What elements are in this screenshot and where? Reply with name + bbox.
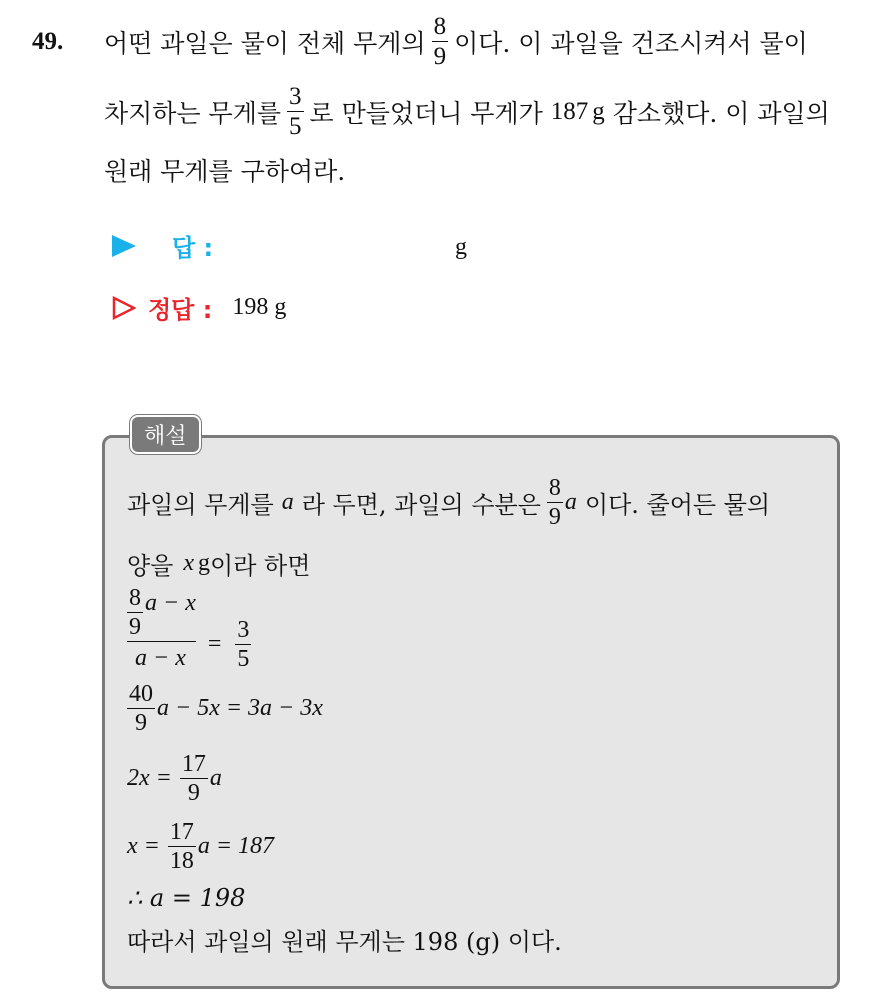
equation-expression: a = 187 xyxy=(197,833,275,859)
fraction-denominator: 9 xyxy=(135,710,147,736)
fraction-numerator: 40 xyxy=(129,681,153,707)
solution-text: 라 두면, 과일의 수분은 xyxy=(301,491,541,519)
variable-a: a xyxy=(209,765,222,791)
solution-line-2 xyxy=(127,546,310,581)
fraction-denominator: 18 xyxy=(169,848,194,874)
equation-4 xyxy=(127,820,274,873)
numerator-expression: a − x xyxy=(145,590,196,616)
weight-value: 187 xyxy=(550,97,589,125)
fraction-denominator: 9 xyxy=(548,504,561,530)
variable-a: a xyxy=(281,489,294,515)
equation-2 xyxy=(127,682,323,735)
fraction-numerator: 3 xyxy=(237,617,250,643)
fraction xyxy=(547,476,563,529)
equation-5: ∴ a = 198 xyxy=(127,884,246,912)
fraction-numerator: 17 xyxy=(169,819,194,845)
complex-fraction-numerator xyxy=(127,586,196,642)
question-text: 어떤 과일은 물이 전체 무게의 xyxy=(104,28,426,58)
fraction-numerator: 8 xyxy=(548,475,561,501)
variable-a: a xyxy=(564,489,577,515)
fraction-denominator: 9 xyxy=(129,613,141,640)
answer-unit[interactable]: g xyxy=(455,234,467,260)
fraction xyxy=(127,682,155,735)
solution-tag: 해설 xyxy=(130,415,201,454)
play-triangle-icon xyxy=(112,235,136,257)
question-line-1 xyxy=(104,14,808,69)
fraction xyxy=(287,84,304,139)
fraction xyxy=(432,14,449,69)
question-number: 49. xyxy=(32,28,64,55)
equation-left: x = xyxy=(127,833,160,859)
fraction-numerator: 3 xyxy=(289,83,302,110)
solution-text: 이다. 줄어든 물의 xyxy=(584,491,771,519)
weight-unit: g xyxy=(592,97,605,125)
correct-answer-value: 198 xyxy=(232,294,269,320)
fraction-denominator: 5 xyxy=(289,113,302,140)
solution-text: 과일의 무게를 xyxy=(127,491,274,519)
complex-fraction xyxy=(127,586,196,670)
fraction xyxy=(235,618,251,671)
fraction xyxy=(168,820,196,873)
outline-triangle-icon xyxy=(112,296,136,320)
equation-left: 2x = xyxy=(127,765,172,791)
solution-text: 이라 하면 xyxy=(210,552,311,580)
correct-answer-label: 정답 : xyxy=(148,296,213,324)
fraction xyxy=(127,586,143,639)
equation-3 xyxy=(127,752,222,805)
unit-g: g xyxy=(198,550,211,576)
fraction-numerator: 17 xyxy=(181,751,206,777)
question-text: 감소했다. 이 과일의 xyxy=(612,98,830,128)
question-text: 로 만들었더니 무게가 xyxy=(309,98,543,128)
equation-expression: a − 5x = 3a − 3x xyxy=(157,695,323,721)
question-line-2 xyxy=(104,84,830,139)
complex-fraction-denominator: a − x xyxy=(135,644,186,671)
question-text: 차지하는 무게를 xyxy=(104,98,281,128)
equals-sign: = xyxy=(207,631,222,657)
solution-line-1 xyxy=(127,476,770,529)
solution-conclusion: 따라서 과일의 원래 무게는 198 (g) 이다. xyxy=(127,928,562,956)
fraction-numerator: 8 xyxy=(433,13,447,40)
fraction-numerator: 8 xyxy=(129,584,141,611)
correct-answer-row xyxy=(112,290,286,325)
answer-label: 답 : xyxy=(172,234,214,262)
equation-1 xyxy=(127,584,257,671)
fraction-denominator: 5 xyxy=(237,646,250,672)
fraction-denominator: 9 xyxy=(433,43,447,70)
variable-x: x xyxy=(183,550,195,576)
fraction-denominator: 9 xyxy=(187,780,200,806)
question-line-3: 원래 무게를 구하여라. xyxy=(104,157,346,186)
solution-text: 양을 xyxy=(127,552,174,580)
correct-answer-unit: g xyxy=(274,294,287,320)
question-text: 이다. 이 과일을 건조시켜서 물이 xyxy=(454,28,808,58)
answer-row xyxy=(112,228,213,263)
fraction xyxy=(180,752,208,805)
